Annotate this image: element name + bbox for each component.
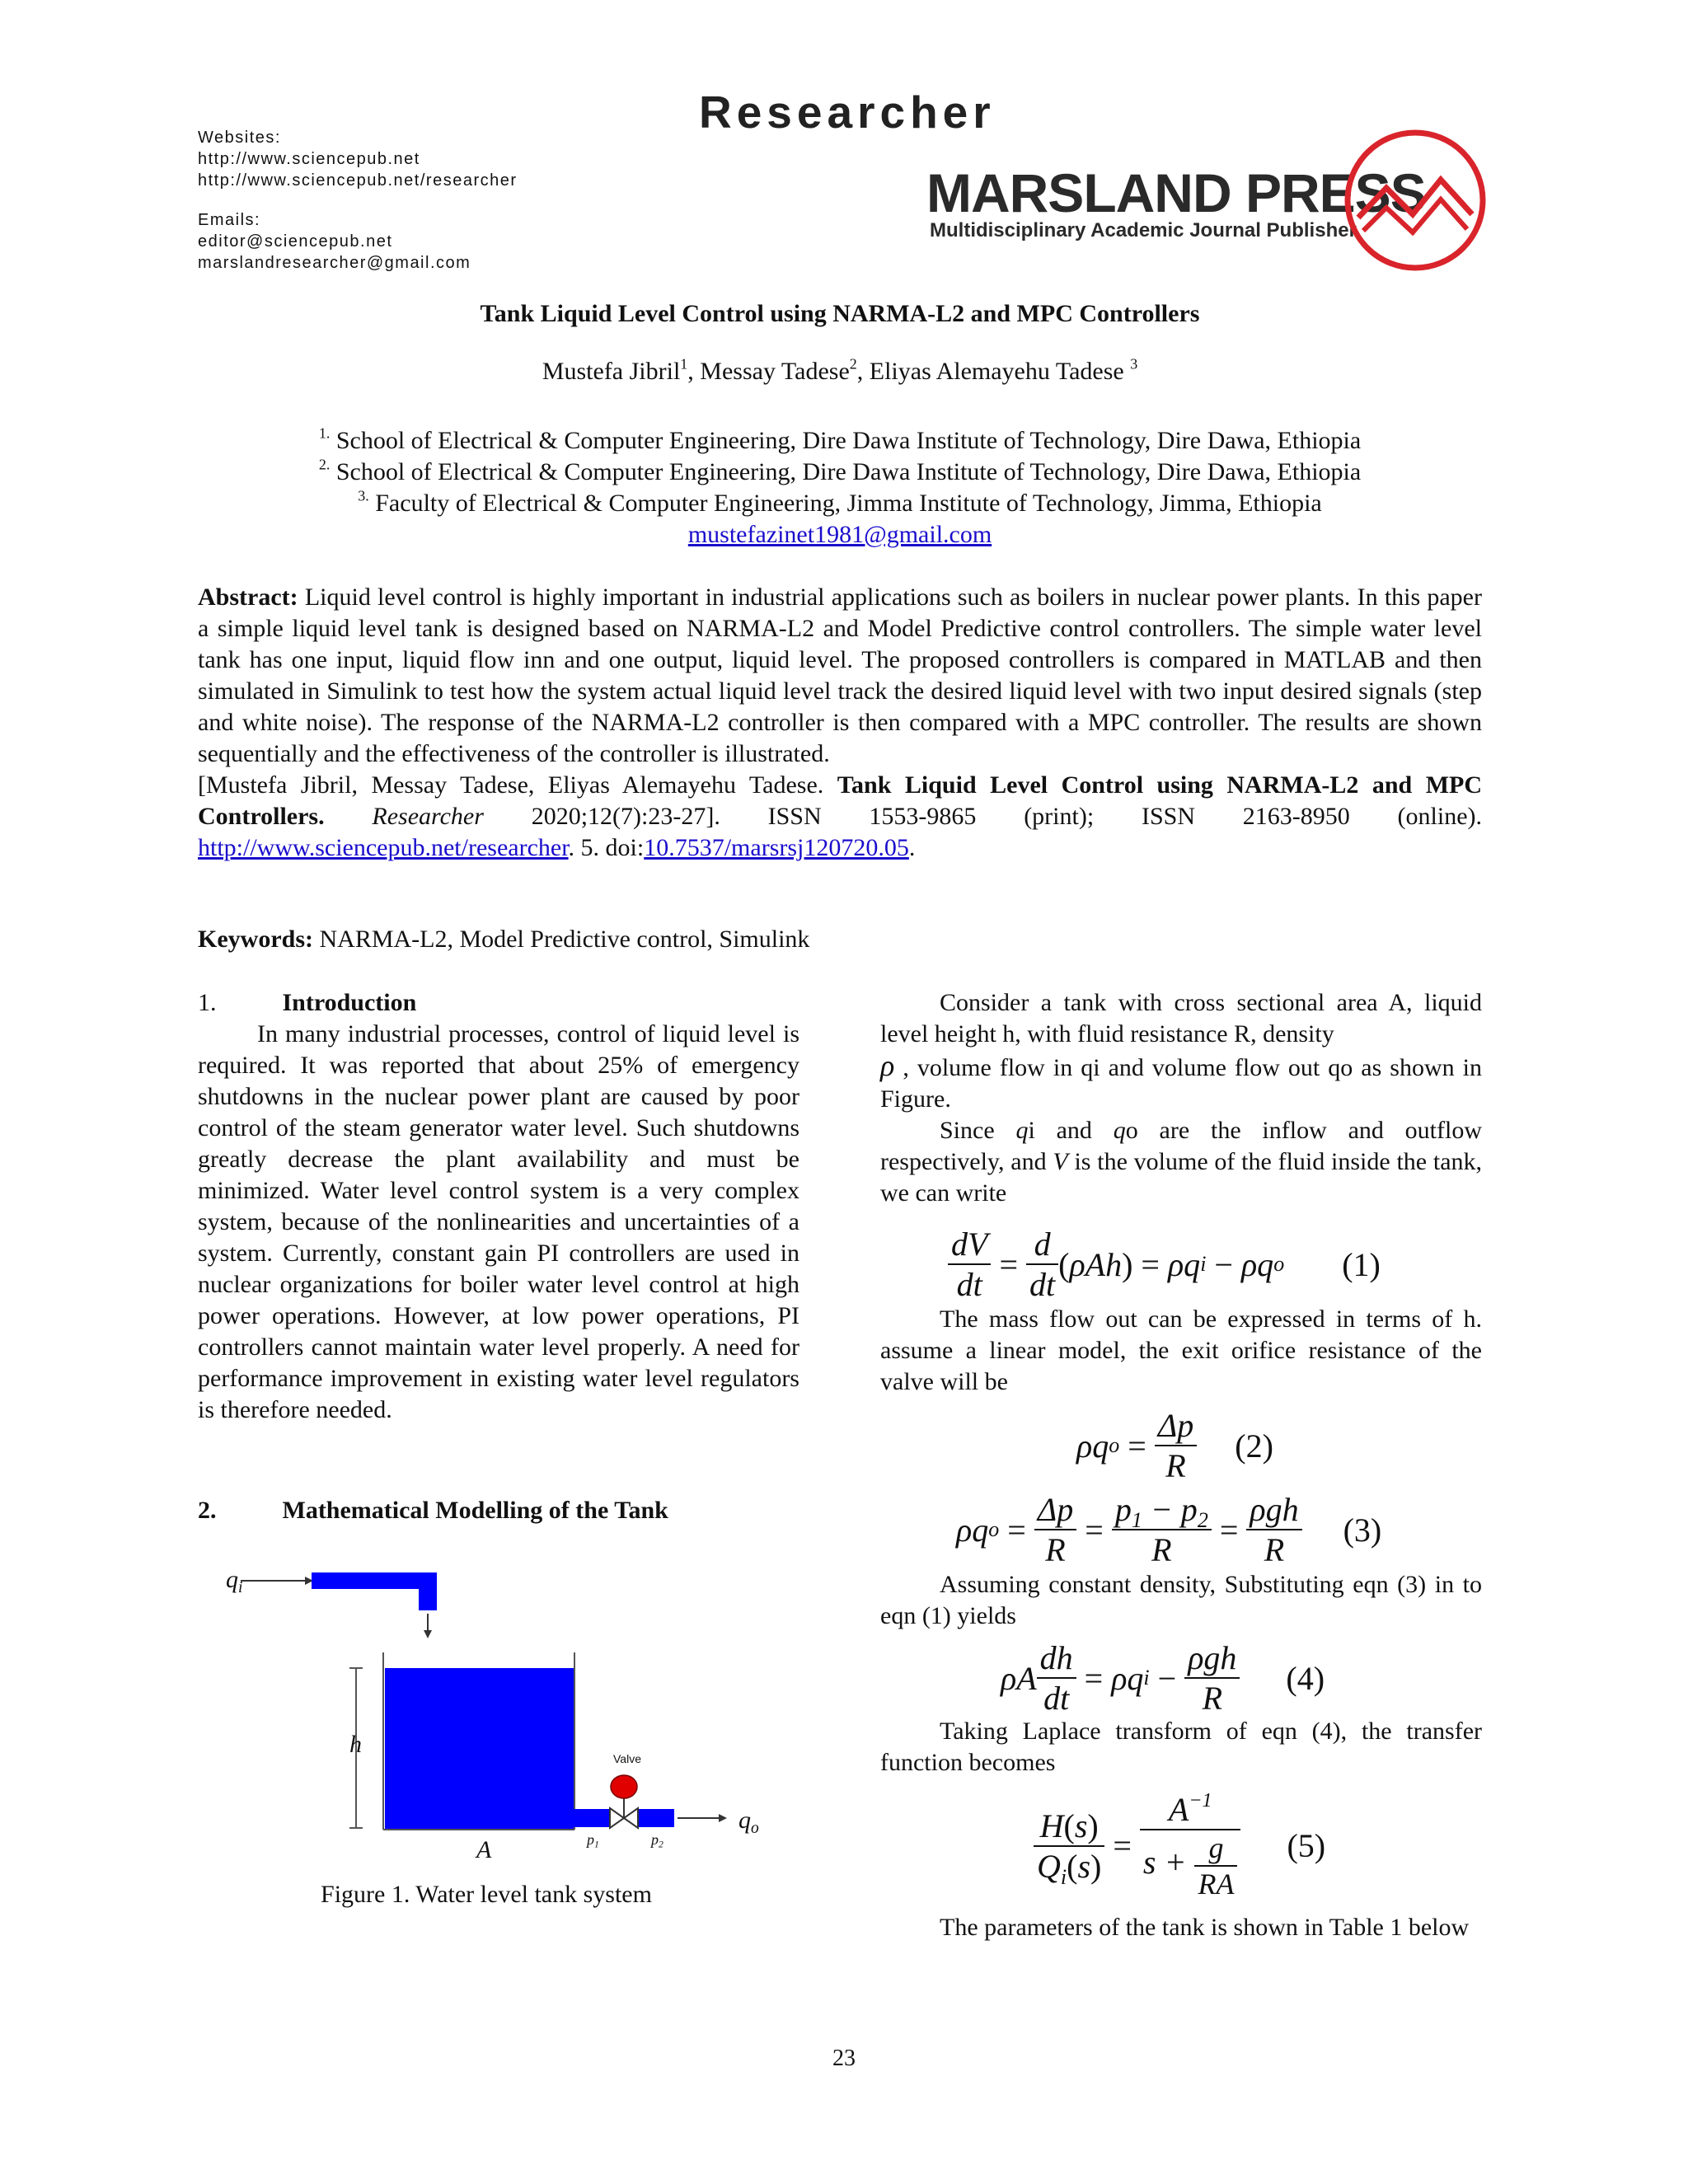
eq3-frac-3: $\frac{\text{ρgh}}{R}$ [1246, 1490, 1301, 1569]
paragraph-substituting [880, 1569, 1482, 1632]
equation-3: ρq o = $\frac{\Delta p}{R}$ = $\frac{p_1 - p_2}{R}$ = $\frac{\text{ρgh}}{R}$ (3) [956, 1491, 1382, 1568]
substituting-text: Assuming constant density, Substituting eqn (3) in to eqn (1) yields [880, 1571, 1482, 1629]
author-1-affil: 1 [680, 355, 688, 373]
publisher-logo-icon [1343, 129, 1487, 272]
qi-letter: q [226, 1566, 238, 1593]
eq3-number: (3) [1343, 1511, 1382, 1549]
affiliation-2 [198, 457, 1482, 488]
eq2-frac: $\frac{\Delta p}{R}$ [1155, 1406, 1197, 1485]
label-qi [226, 1566, 242, 1594]
p1-sub: 1 [594, 1839, 599, 1850]
citation-doi-link[interactable]: 10.7537/marsrsj120720.05 [644, 834, 909, 861]
label-p2 [651, 1831, 663, 1849]
figure-caption: Figure 1. Water level tank system [321, 1881, 652, 1908]
page-number: 23 [832, 2046, 856, 2071]
paragraph-parameters [880, 1912, 1482, 1943]
eq5-number: (5) [1287, 1827, 1326, 1864]
eq1-number: (1) [1342, 1245, 1381, 1283]
p2-sub: 2 [659, 1839, 663, 1850]
section-number: 2. [198, 1497, 217, 1524]
tank-water [385, 1668, 574, 1829]
citation-issn: 2020;12(7):23-27]. ISSN 1553-9865 (print); ISSN 2163-8950 (online). [531, 803, 1483, 830]
label-qo [738, 1807, 759, 1835]
email-link-1[interactable]: editor@sciencepub.net [198, 232, 393, 251]
section-2-heading [198, 1495, 799, 1526]
eq5-lhs: $\frac{H(s)}{Q_i(s)}$ [1034, 1807, 1104, 1886]
rho-symbol: ρ [880, 1049, 895, 1082]
inflow-pipe-elbow [419, 1572, 437, 1610]
citation-end: . [908, 834, 916, 861]
section-introduction [198, 987, 799, 1426]
header-contact [198, 127, 518, 274]
paper-title: Tank Liquid Level Control using NARMA-L2 and MPC Controllers [480, 300, 1200, 327]
author-2-affil: 2 [849, 355, 857, 373]
author-3-affil: 3 [1130, 355, 1138, 373]
figure-tank-diagram [214, 1549, 775, 1863]
journal-name: Researcher [699, 87, 996, 138]
citation [198, 771, 1482, 861]
text: is the volume of the fluid inside the tank, we can write [880, 1148, 1483, 1207]
text: Since [940, 1117, 995, 1144]
v-symbol: V [1053, 1148, 1068, 1175]
parameters-text: The parameters of the tank is shown in Table 1 below [940, 1914, 1470, 1941]
eq5-rhs: $A^{-1}$ s + $\frac{g}{RA}$ [1140, 1790, 1241, 1901]
equation-5: $\frac{H(s)}{Q_i(s)}$ = $A^{-1}$ s + $\frac{g}{RA}$ (5) [1034, 1790, 1325, 1901]
citation-url-link[interactable]: http://www.sciencepub.net/researcher [198, 834, 569, 861]
qi-symbol: q [1015, 1117, 1029, 1144]
eq4-number: (4) [1286, 1659, 1325, 1697]
label-area-A: A [476, 1836, 492, 1863]
websites-label: Websites: [198, 129, 281, 147]
affiliation-num: 3. [358, 487, 369, 504]
author-sep: , [687, 358, 701, 385]
tank-drawing [214, 1549, 775, 1863]
eq3-frac-2: $\frac{p_1 - p_2}{R}$ [1112, 1490, 1212, 1569]
section-title: Introduction [282, 989, 417, 1016]
abstract [198, 582, 1482, 864]
keywords [198, 924, 1482, 955]
mass-flow-text: The mass flow out can be expressed in terms of h. assume a linear model, the exit orifice resistance of the valve will be [880, 1305, 1482, 1395]
laplace-text: Taking Laplace transform of eqn (4), the transfer function becomes [880, 1718, 1482, 1776]
abstract-label: Abstract: [198, 583, 298, 611]
qi-sub: i [238, 1578, 243, 1596]
label-p1 [587, 1831, 599, 1849]
eq4-frac-2: $\frac{\text{ρgh}}{R}$ [1184, 1638, 1240, 1718]
qo-symbol: q [1113, 1117, 1126, 1144]
p2-letter: p [651, 1831, 659, 1848]
citation-title: Tank Liquid Level Control using NARMA-L2 and MPC Controllers. [198, 771, 1483, 830]
tank-description-text-2: , volume flow in qi and volume flow out qo as shown in Figure. [880, 1054, 1483, 1113]
author-3: Eliyas Alemayehu Tadese [869, 358, 1124, 385]
eq3-frac-1: $\frac{\Delta p}{R}$ [1034, 1490, 1076, 1569]
paragraph-tank-description [880, 987, 1482, 1115]
affiliation-num: 1. [318, 424, 331, 442]
paragraph-laplace [880, 1716, 1482, 1779]
corresponding-email-link[interactable]: mustefazinet1981@gmail.com [687, 521, 992, 548]
eq2-number: (2) [1235, 1427, 1273, 1465]
paragraph-mass-flow [880, 1304, 1482, 1398]
keywords-label: Keywords: [198, 926, 313, 953]
right-column-text-1 [880, 987, 1482, 1209]
introduction-paragraph: In many industrial processes, control of liquid level is required. It was reported that about 25% of emergency shutdowns in the nuclear power plant are caused by poor control of the steam generator water level. Such shutdowns greatly decrease the plant availability and must be minimized. Water level control system is a very complex system, because of the nonlinearities and uncertainties of a system. Currently, constant gain PI controllers are used in nuclear organizations for boiler water level control at high power operations. However, at low power operations, PI controllers cannot maintain water level properly. A need for performance improvement in existing water level regulators is therefore needed. [198, 1020, 799, 1423]
website-link-2[interactable]: http://www.sciencepub.net/researcher [198, 171, 518, 190]
keywords-text: NARMA-L2, Model Predictive control, Simulink [319, 926, 810, 953]
paragraph-inflow-outflow [880, 1115, 1482, 1209]
website-link-1[interactable]: http://www.sciencepub.net [198, 150, 420, 168]
equation-2: ρq o = $\frac{\Delta p}{R}$ (2) [1076, 1407, 1273, 1484]
affiliation-text: School of Electrical & Computer Engineering, Dire Dawa Institute of Technology, Dire Dawa, Ethiopia [335, 458, 1362, 485]
author-2: Messay Tadese [700, 358, 850, 385]
author-1: Mustefa Jibril [542, 358, 681, 385]
qo-letter: q [738, 1807, 751, 1834]
affiliation-text: Faculty of Electrical & Computer Engineering, Jimma Institute of Technology, Jimma, Ethiopia [375, 490, 1322, 517]
emails-label: Emails: [198, 211, 261, 229]
abstract-text: Liquid level control is highly important in industrial applications such as boilers in nuclear power plants. In this paper a simple liquid level tank is designed based on NARMA-L2 and Model Predictive control controllers. The simple water level tank has one input, liquid flow inn and one output, liquid level. The proposed controllers is compared in MATLAB and then simulated in Simulink to test how the system actual liquid level track the desired liquid level with two input desired signals (step and white noise). The response of the NARMA-L2 controller is then compared with a MPC controller. The results are shown sequentially and the effectiveness of the controller is illustrated. [198, 583, 1482, 767]
text: i and [1028, 1117, 1092, 1144]
label-valve: Valve [613, 1752, 641, 1765]
citation-journal: Researcher [372, 803, 484, 830]
affiliations [198, 425, 1482, 551]
author-sep: , [856, 358, 870, 385]
affiliation-num: 2. [318, 456, 331, 473]
section-number: 1. [198, 989, 217, 1016]
publisher-name: MARSLAND PRESS [926, 162, 1426, 223]
publisher-tagline: Multidisciplinary Academic Journal Publisher [930, 219, 1357, 241]
citation-doi-label: . 5. doi: [568, 834, 645, 861]
label-h: h [349, 1731, 362, 1758]
tank-description-text: Consider a tank with cross sectional area A, liquid level height h, with fluid resistance R, density [880, 989, 1482, 1047]
affiliation-1 [198, 425, 1482, 457]
equation-1: $\frac{dV}{dt}$ = $\frac{d}{dt}$ ( ρAh ) = ρq i − ρq o (1) [948, 1225, 1492, 1304]
section-title: Mathematical Modelling of the Tank [282, 1497, 668, 1524]
eq1-dvdt: $\frac{dV}{dt}$ [948, 1225, 991, 1304]
valve-handle-icon [611, 1775, 637, 1798]
affiliation-3 [198, 488, 1482, 519]
eq1-ddt: $\frac{d}{dt}$ [1026, 1225, 1058, 1304]
qo-sub: o [751, 1819, 759, 1837]
section-1-heading [198, 987, 799, 1019]
text: o are the inflow and outflow respectively, and [880, 1117, 1483, 1175]
p1-letter: p [587, 1831, 594, 1848]
equation-4: ρA $\frac{dh}{dt}$ = ρq i − $\frac{\text{ρgh}}{R}$ (4) [1001, 1639, 1325, 1717]
citation-authors: [Mustefa Jibril, Messay Tadese, Eliyas Alemayehu Tadese. [198, 771, 824, 799]
author-list [198, 356, 1482, 387]
email-link-2[interactable]: marslandresearcher@gmail.com [198, 254, 471, 272]
inflow-pipe [312, 1572, 437, 1589]
affiliation-text: School of Electrical & Computer Engineering, Dire Dawa Institute of Technology, Dire Dawa, Ethiopia [335, 427, 1362, 454]
eq4-frac-1: $\frac{dh}{dt}$ [1037, 1638, 1076, 1718]
